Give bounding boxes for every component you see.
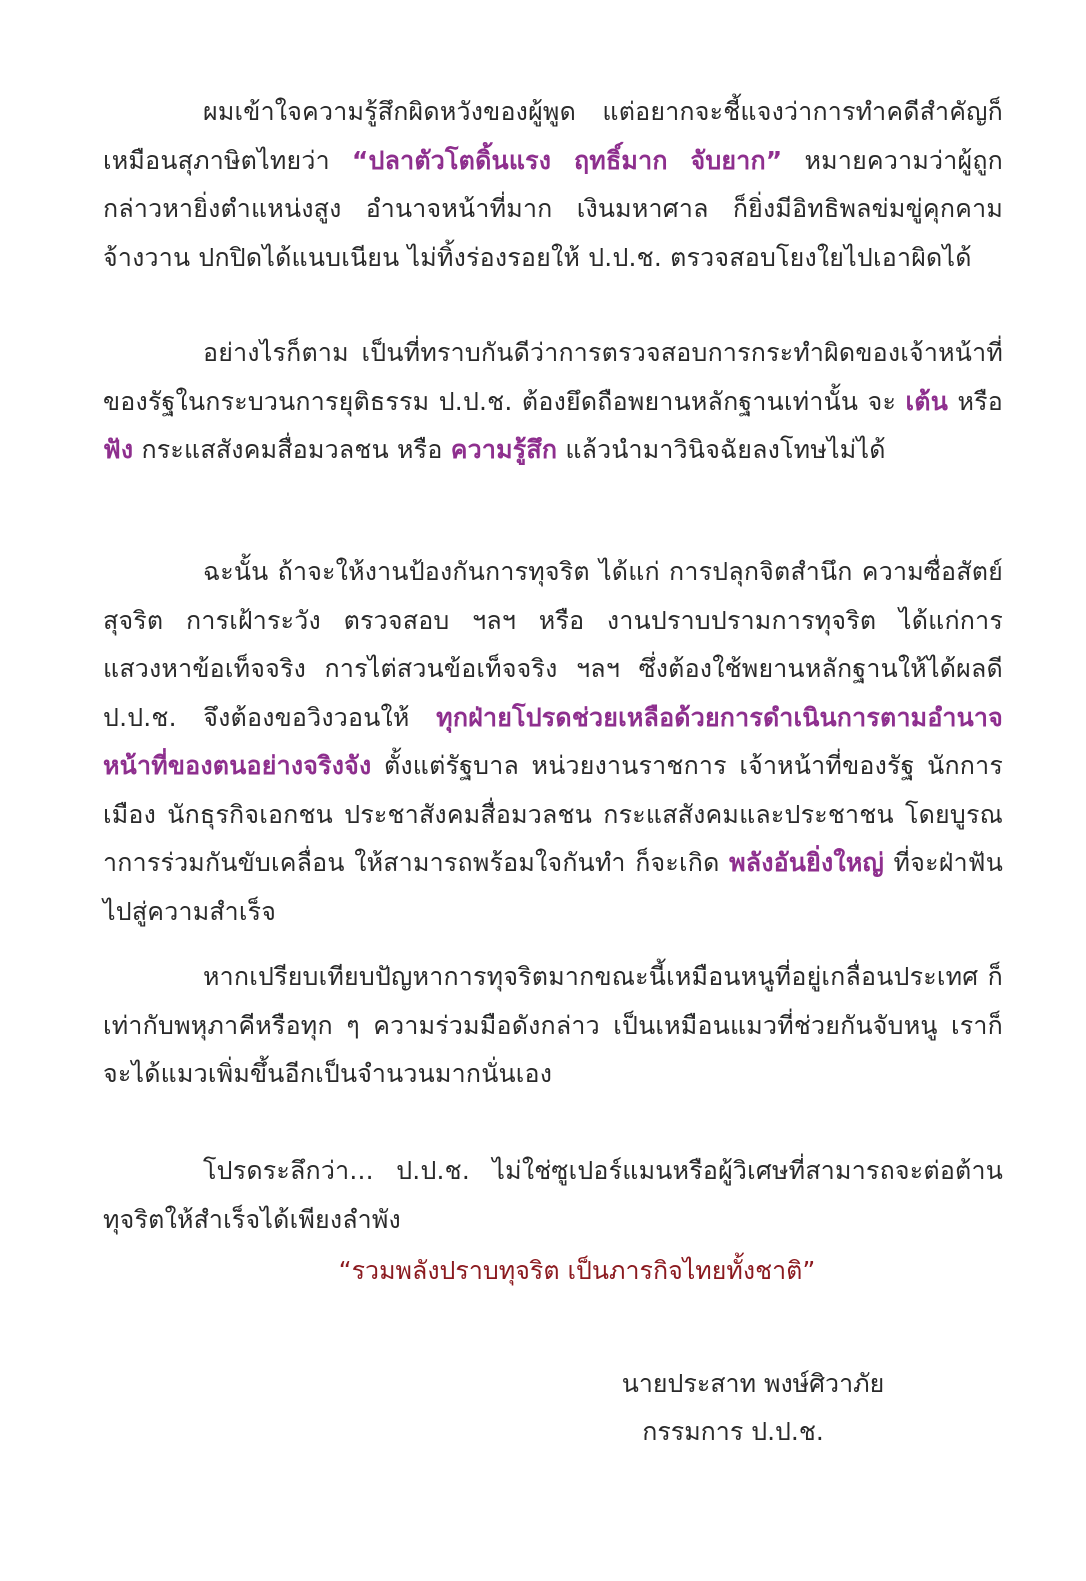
slogan: “รวมพลังปราบทุจริต เป็นภารกิจไทยทั้งชาติ” — [338, 1256, 816, 1285]
p2-text-1: อย่างไรก็ตาม เป็นที่ทราบกันดีว่าการตรวจสอบการกระทำผิดของเจ้าหน้าที่ของรัฐในกระบวนการยุติธรรม ป.ป.ช. ต้องยึดถือพยานหลักฐานเท่านั้น จะ — [103, 338, 1003, 416]
p3-text-3: ที่จะฝ่าฟันไปสู่ความสำเร็จ — [103, 848, 1003, 926]
p3-text-2: ตั้งแต่รัฐบาล หน่วยงานราชการ เจ้าหน้าที่ของรัฐ นักการเมือง นักธุรกิจเอกชน ประชาสังคมสื่อมวลชน กระแสสังคมและประชาชน โดยบูรณาการร่วมกันขับเคลื่อน ให้สามารถพร้อมใจกันทำ ก็จะเกิด — [103, 751, 1003, 877]
p3-text-1: ฉะนั้น ถ้าจะให้งานป้องกันการทุจริต ได้แก่ การปลุกจิตสำนึก ความซื่อสัตย์สุจริต การเฝ้าระวัง ตรวจสอบ ฯลฯ หรือ งานปราบปรามการทุจริต ได้แก่การแสวงหาข้อเท็จจริง การไต่สวนข้อเท็จจริง ฯลฯ ซึ่งต้องใช้พยานหลักฐานให้ได้ผลดี ป.ป.ช. จึงต้องขอวิงวอนให้ — [103, 557, 1003, 732]
paragraph-2 — [103, 329, 1003, 475]
paragraph-1 — [103, 88, 1003, 282]
p2-highlight-fang: ฟัง — [103, 435, 134, 464]
p1-text-2: หมายความว่าผู้ถูกกล่าวหายิ่งตำแหน่งสูง อำนาจหน้าที่มาก เงินมหาศาล ก็ยิ่งมีอิทธิพลข่มขู่คุกคาม จ้างวาน ปกปิดได้แนบเนียน ไม่ทิ้งร่องรอยให้ ป.ป.ช. ตรวจสอบโยงใยไปเอาผิดได้ — [103, 145, 1004, 272]
p3-highlight-power: พลังอันยิ่งใหญ่ — [729, 848, 885, 877]
p5-text-1: โปรดระลึกว่า... ป.ป.ช. ไม่ใช่ซูเปอร์แมนหรือผู้วิเศษที่สามารถจะต่อต้านทุจริตให้สำเร็จได้เพียงลำพัง — [103, 1156, 1003, 1234]
p1-text-1: ผมเข้าใจความรู้สึกผิดหวังของผู้พูด แต่อยากจะชี้แจงว่าการทำคดีสำคัญก็เหมือนสุภาษิตไทยว่า — [103, 97, 1003, 175]
paragraph-5 — [103, 1147, 1003, 1244]
p2-highlight-feeling: ความรู้สึก — [450, 435, 558, 464]
p3-highlight-appeal: ทุกฝ่ายโปรดช่วยเหลือด้วยการดำเนินการตามอำนาจหน้าที่ของตนอย่างจริงจัง — [103, 702, 1003, 780]
p2-highlight-ten: เต้น — [905, 386, 949, 416]
p2-text-4: แล้วนำมาวินิจฉัยลงโทษไม่ได้ — [557, 435, 886, 464]
p2-text-3: กระแสสังคมสื่อมวลชน หรือ — [133, 435, 451, 464]
signature-title: กรรมการ ป.ป.ช. — [642, 1417, 824, 1446]
p4-text-1: หากเปรียบเทียบปัญหาการทุจริตมากขณะนี้เหมือนหนูที่อยู่เกลื่อนประเทศ ก็เท่ากับพหุภาคีหรือทุก ๆ ความร่วมมือดังกล่าว เป็นเหมือนแมวที่ช่วยกันจับหนู เราก็จะได้แมวเพิ่มขึ้นอีกเป็นจำนวนมากนั่นเอง — [103, 962, 1003, 1088]
paragraph-3 — [103, 548, 1003, 936]
paragraph-4 — [103, 953, 1003, 1099]
p1-proverb-highlight: “ปลาตัวโตดิ้นแรง ฤทธิ์มาก จับยาก” — [351, 145, 783, 175]
p2-text-2: หรือ — [948, 386, 1003, 416]
signature-name: นายประสาท พงษ์ศิวาภัย — [621, 1369, 885, 1398]
document-page — [103, 0, 1003, 1581]
